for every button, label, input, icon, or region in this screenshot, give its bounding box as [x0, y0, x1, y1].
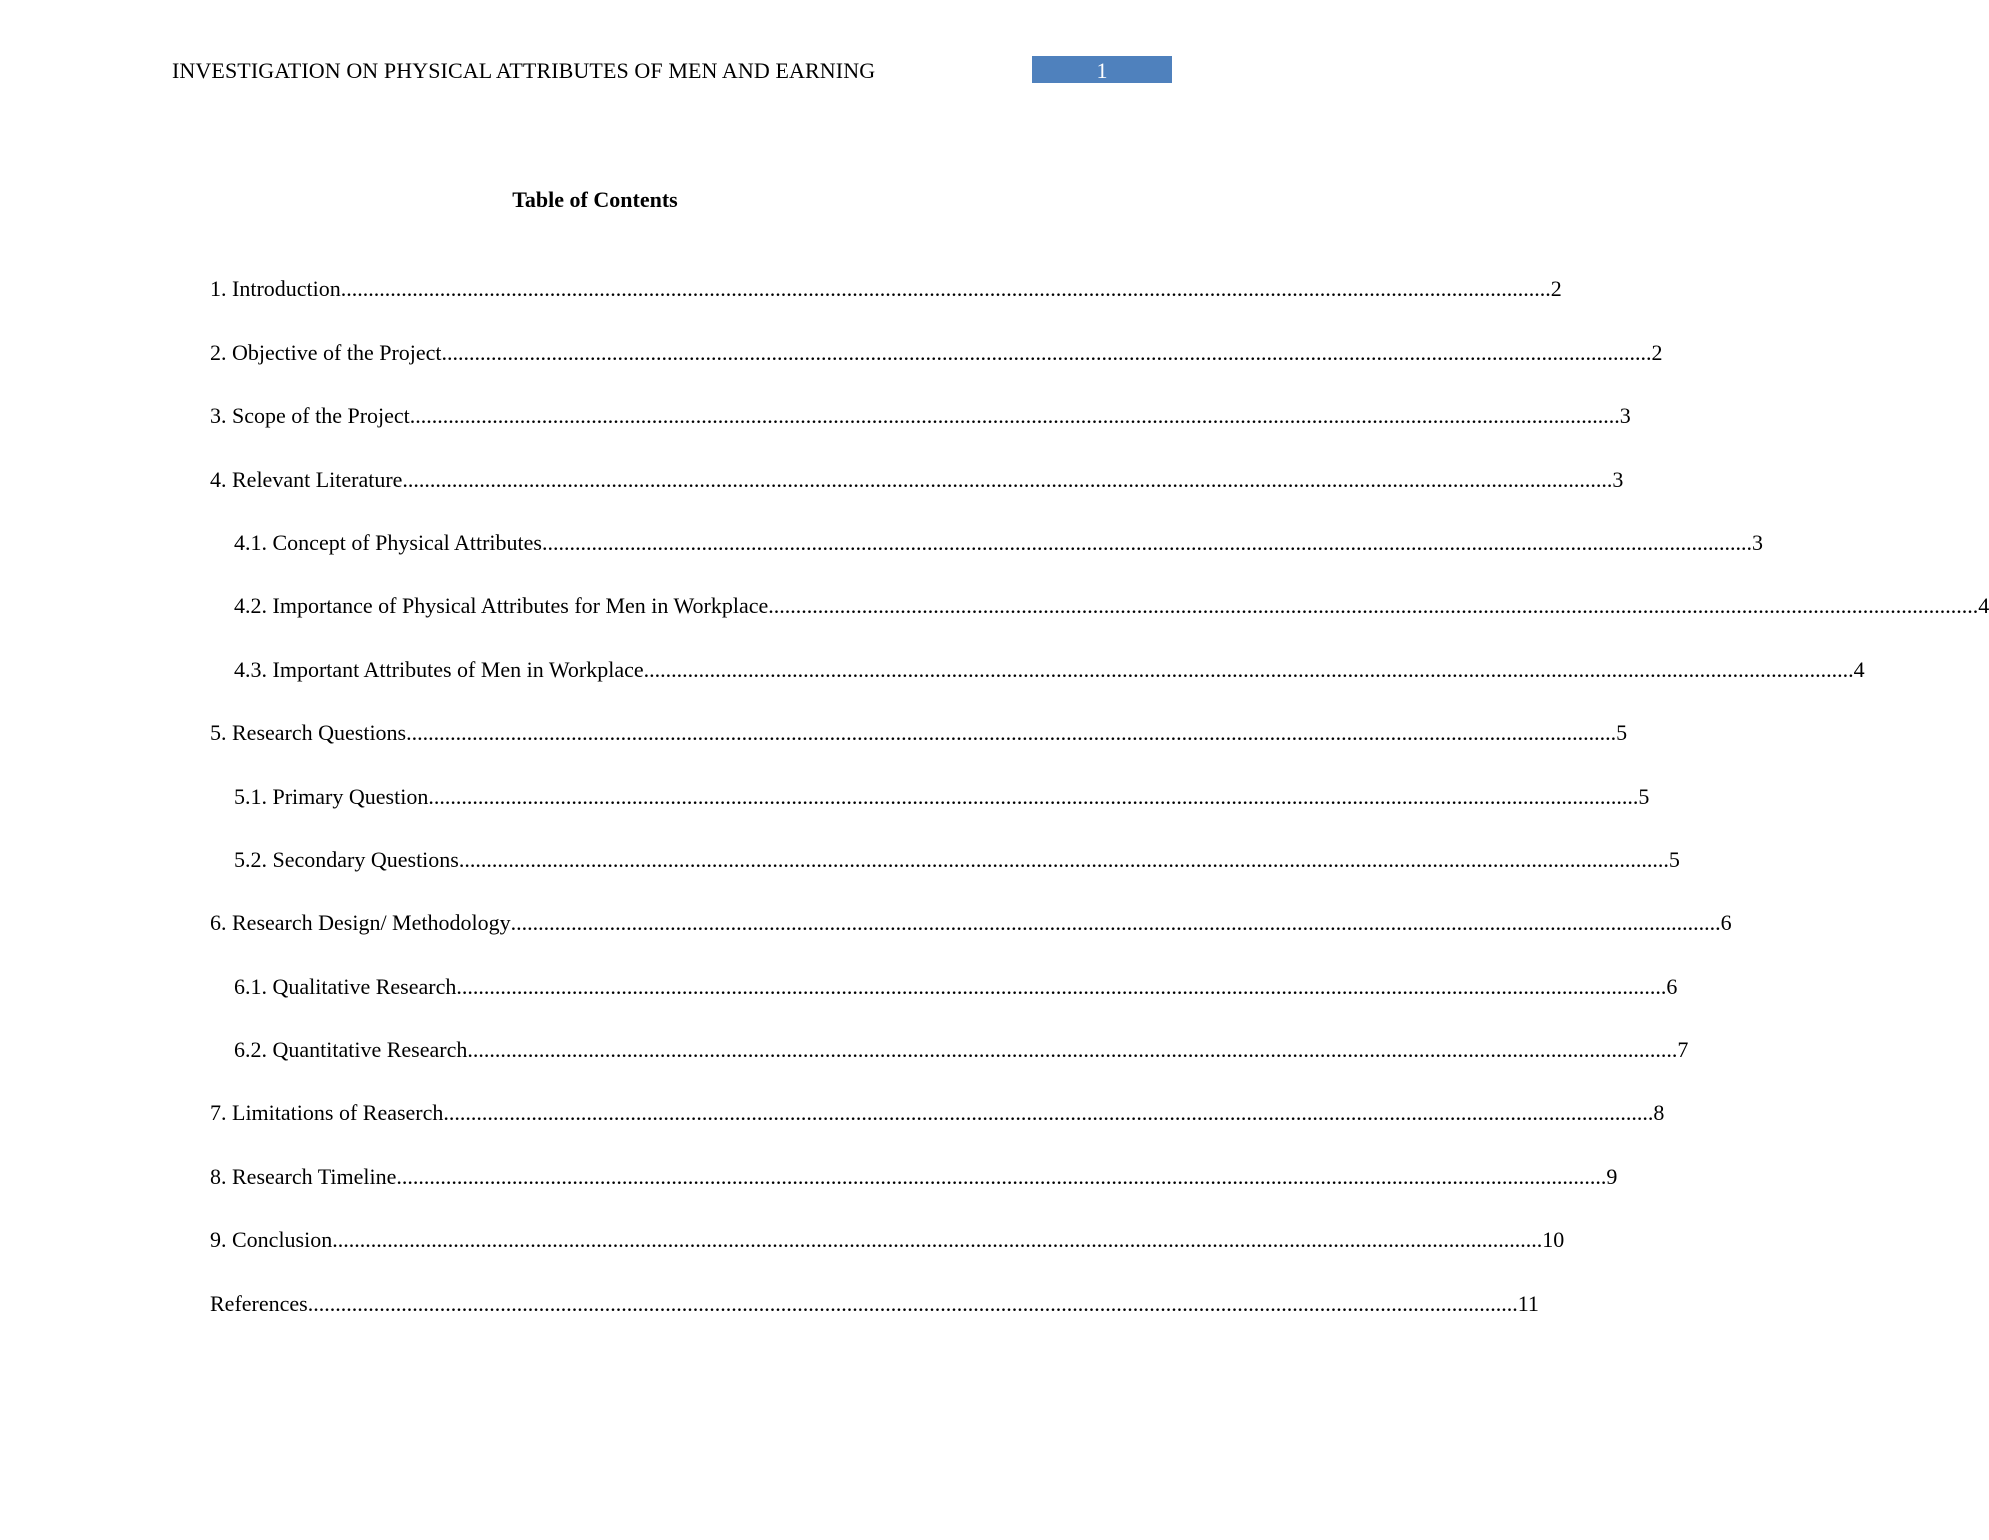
toc-subentry[interactable]: [210, 1001, 1689, 1064]
toc-entry[interactable]: [210, 684, 1628, 747]
toc-entry[interactable]: [210, 1127, 1618, 1190]
toc-entry-page: 3: [1751, 529, 1763, 555]
toc-list: [210, 240, 1989, 1318]
toc-dot-leader: ............................................................................................................................................................................................................................: [768, 593, 1979, 619]
toc-dot-leader: ............................................................................................................................................................................................................................: [307, 1290, 1518, 1316]
toc-entry-label: 6.1. Qualitative Research: [234, 973, 457, 999]
toc-subentry[interactable]: [210, 811, 1680, 874]
toc-entry-label: 4.1. Concept of Physical Attributes: [234, 529, 542, 555]
toc-entry-page: 4: [1978, 593, 1989, 619]
toc-entry-page: 2: [1651, 339, 1663, 365]
toc-entry-page: 6: [1666, 973, 1678, 999]
toc-entry-page: 5: [1616, 720, 1628, 746]
toc-entry-label: 5.2. Secondary Questions: [234, 846, 459, 872]
toc-subentry[interactable]: [210, 937, 1678, 1000]
toc-entry[interactable]: [210, 303, 1663, 366]
toc-entry-page: 5: [1638, 783, 1650, 809]
toc-subentry[interactable]: [210, 494, 1763, 557]
toc-entry-page: 3: [1619, 403, 1631, 429]
toc-entry-label: 4.3. Important Attributes of Men in Workplace: [234, 656, 644, 682]
toc-dot-leader: ............................................................................................................................................................................................................................: [396, 1163, 1607, 1189]
toc-entry-page: 6: [1720, 910, 1732, 936]
toc-entry-page: 8: [1653, 1100, 1665, 1126]
toc-entry-label: References: [210, 1290, 308, 1316]
toc-entry-label: 3. Scope of the Project: [210, 403, 410, 429]
toc-entry[interactable]: [210, 1254, 1539, 1317]
toc-dot-leader: ............................................................................................................................................................................................................................: [406, 720, 1617, 746]
toc-subentry[interactable]: [210, 747, 1650, 810]
toc-entry-label: 6.2. Quantitative Research: [234, 1037, 468, 1063]
toc-entry-label: 5. Research Questions: [210, 720, 407, 746]
toc-dot-leader: ............................................................................................................................................................................................................................: [441, 339, 1652, 365]
toc-entry-label: 5.1. Primary Question: [234, 783, 429, 809]
toc-entry-label: 2. Objective of the Project: [210, 339, 442, 365]
toc-subentry[interactable]: [210, 620, 1865, 683]
toc-entry-label: 9. Conclusion: [210, 1227, 333, 1253]
running-header-title: INVESTIGATION ON PHYSICAL ATTRIBUTES OF MEN AND EARNING: [172, 58, 876, 83]
toc-dot-leader: ............................................................................................................................................................................................................................: [340, 276, 1551, 302]
toc-entry-label: 1. Introduction: [210, 276, 341, 302]
toc-dot-leader: ............................................................................................................................................................................................................................: [428, 783, 1639, 809]
toc-entry-page: 3: [1612, 466, 1624, 492]
toc-entry-page: 7: [1677, 1037, 1689, 1063]
toc-dot-leader: ............................................................................................................................................................................................................................: [541, 529, 1752, 555]
toc-entry-label: 4. Relevant Literature: [210, 466, 403, 492]
page-number-badge: 1: [1032, 56, 1172, 83]
toc-entry-page: 5: [1668, 846, 1680, 872]
toc-dot-leader: ............................................................................................................................................................................................................................: [467, 1037, 1678, 1063]
toc-dot-leader: ............................................................................................................................................................................................................................: [332, 1227, 1543, 1253]
toc-entry[interactable]: [210, 367, 1631, 430]
toc-dot-leader: ............................................................................................................................................................................................................................: [510, 910, 1721, 936]
toc-entry-page: 4: [1853, 656, 1865, 682]
toc-entry-page: 11: [1517, 1290, 1539, 1316]
toc-entry-label: 8. Research Timeline: [210, 1163, 397, 1189]
toc-entry-page: 9: [1606, 1163, 1618, 1189]
toc-dot-leader: ............................................................................................................................................................................................................................: [409, 403, 1620, 429]
toc-entry-page: 2: [1550, 276, 1562, 302]
toc-entry-label: 6. Research Design/ Methodology: [210, 910, 511, 936]
toc-subentry[interactable]: [210, 557, 1989, 620]
toc-entry[interactable]: [210, 1191, 1565, 1254]
toc-dot-leader: ............................................................................................................................................................................................................................: [402, 466, 1613, 492]
toc-entry-label: 4.2. Importance of Physical Attributes for Men in Workplace: [234, 593, 769, 619]
toc-entry[interactable]: [210, 874, 1732, 937]
toc-entry[interactable]: [210, 240, 1562, 303]
toc-entry-page: 10: [1542, 1227, 1565, 1253]
toc-dot-leader: ............................................................................................................................................................................................................................: [456, 973, 1667, 999]
toc-heading: Table of Contents: [512, 187, 678, 212]
toc-entry[interactable]: [210, 1064, 1665, 1127]
toc-entry-label: 7. Limitations of Reaserch: [210, 1100, 444, 1126]
toc-dot-leader: ............................................................................................................................................................................................................................: [458, 846, 1669, 872]
toc-entry[interactable]: [210, 430, 1624, 493]
toc-dot-leader: ............................................................................................................................................................................................................................: [443, 1100, 1654, 1126]
toc-dot-leader: ............................................................................................................................................................................................................................: [643, 656, 1854, 682]
